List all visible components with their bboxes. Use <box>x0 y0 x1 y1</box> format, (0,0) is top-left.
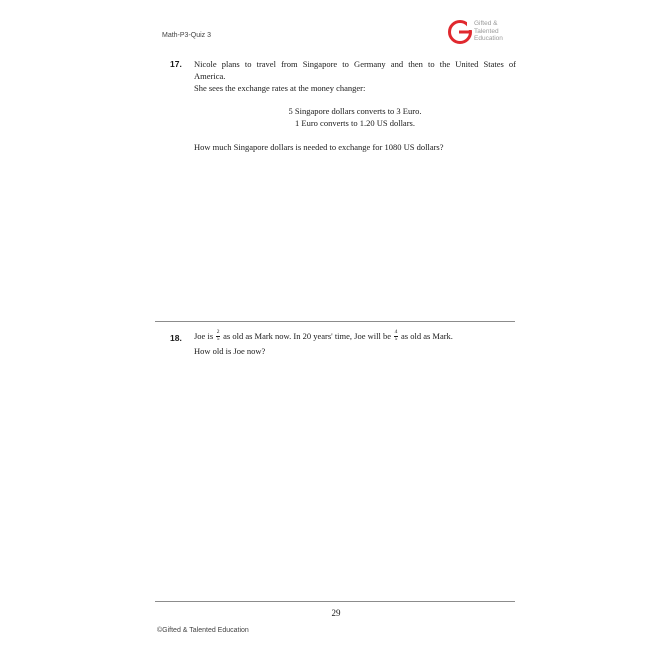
page-number: 29 <box>331 608 341 618</box>
fraction-four-fifths <box>394 330 398 342</box>
q18-text-part-3: as old as Mark. <box>401 331 453 341</box>
question-17-line-2: America. <box>194 71 226 81</box>
question-18-number: 18. <box>170 333 182 343</box>
question-17-number: 17. <box>170 59 182 69</box>
question-17-line-1: Nicole plans to travel from Singapore to Germany and then to the United States of <box>194 59 516 69</box>
question-18-line-1 <box>194 331 453 343</box>
fraction-numerator: 2 <box>216 329 220 336</box>
fraction-two-fifths <box>216 330 220 342</box>
section-divider <box>155 321 515 322</box>
copyright-footer: ©Gifted & Talented Education <box>157 627 249 634</box>
fraction-denominator: 5 <box>216 335 220 342</box>
fraction-denominator: 5 <box>394 335 398 342</box>
logo-line: Gifted & <box>474 20 498 27</box>
quiz-code: Math-P3-Quiz 3 <box>162 32 212 39</box>
exchange-rate-2: 1 Euro converts to 1.20 US dollars. <box>295 118 415 128</box>
logo-line: Education <box>474 35 503 42</box>
fraction-numerator: 4 <box>394 329 398 336</box>
exchange-rate-1: 5 Singapore dollars converts to 3 Euro. <box>288 106 422 116</box>
logo-line: Talented <box>474 27 499 35</box>
question-18-prompt: How old is Joe now? <box>194 346 266 356</box>
footer-divider <box>155 601 515 602</box>
logo <box>447 19 527 45</box>
logo-text <box>474 20 503 43</box>
q18-text-part-1: Joe is <box>194 331 214 341</box>
q18-text-part-2: as old as Mark now. In 20 years' time, Joe will be <box>223 331 391 341</box>
logo-g-icon <box>447 19 473 45</box>
question-17-line-3: She sees the exchange rates at the money changer: <box>194 83 366 93</box>
question-17-prompt: How much Singapore dollars is needed to exchange for 1080 US dollars? <box>194 142 444 152</box>
